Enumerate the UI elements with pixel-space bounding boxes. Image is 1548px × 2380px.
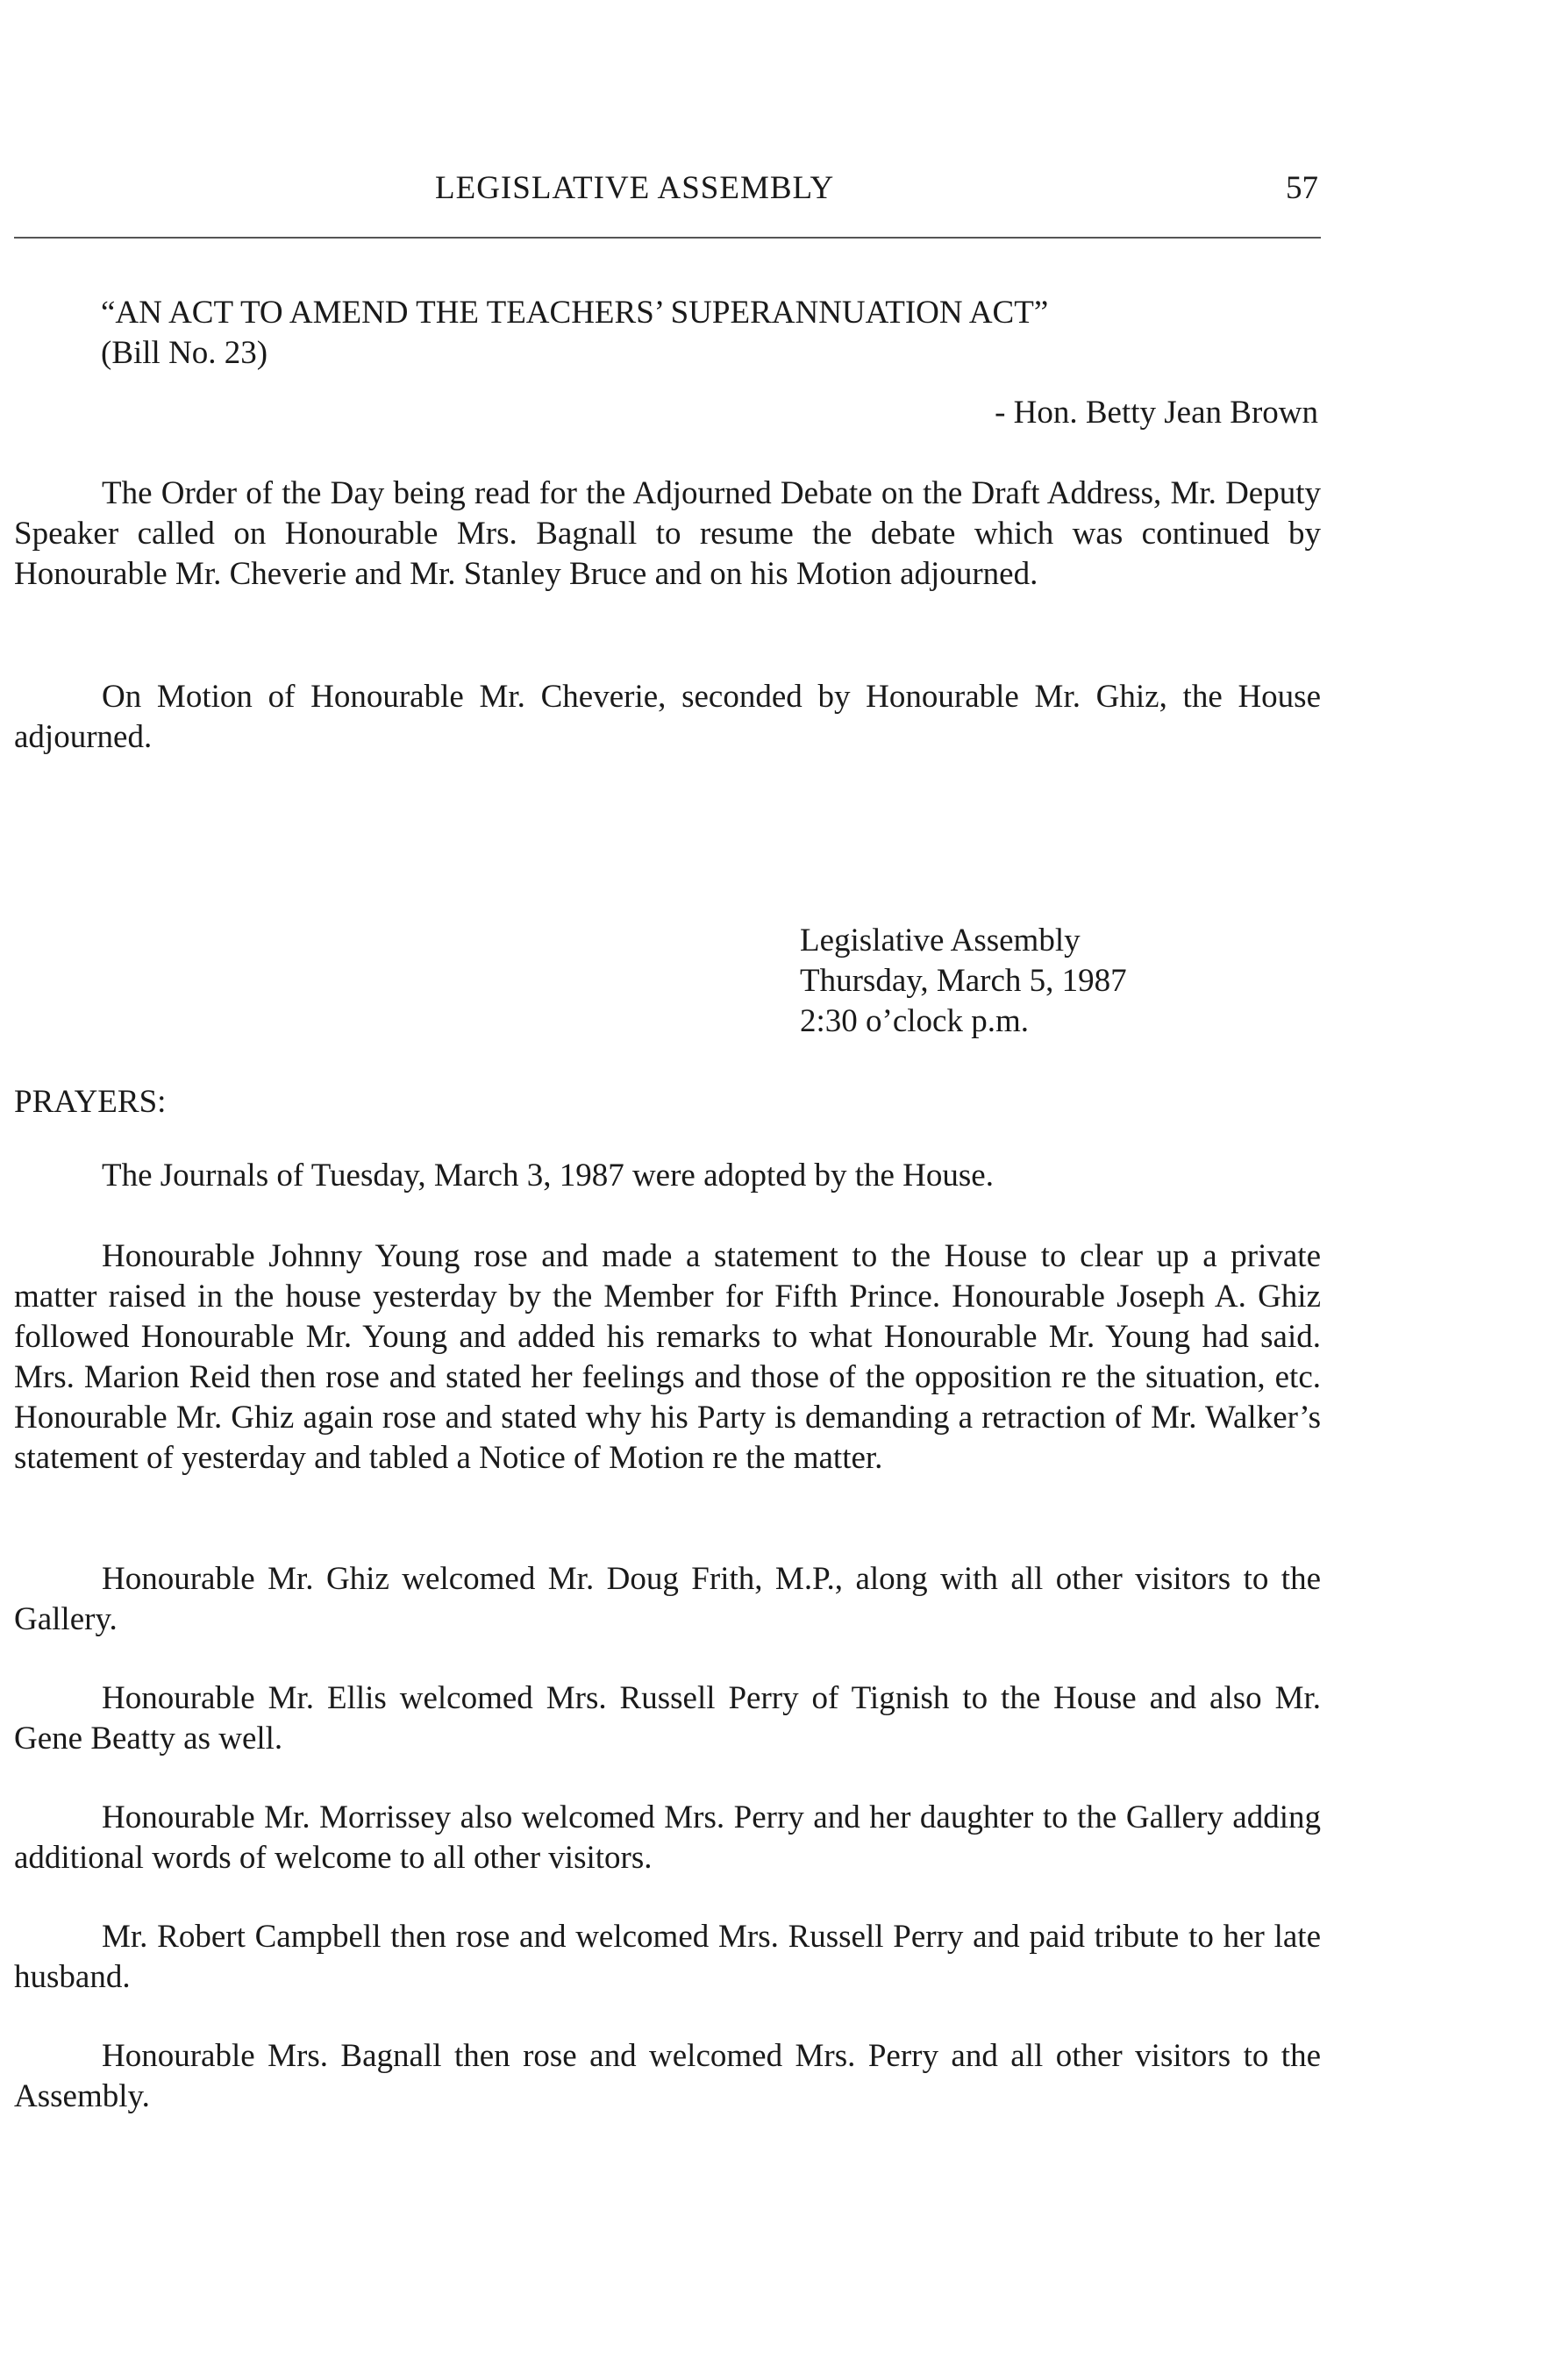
morrissey-welcome-paragraph: Honourable Mr. Morrissey also welcomed Mrs. Perry and her daughter to the Gallery adding additional words of welcome to all other visitors.	[14, 1799, 1321, 1876]
ellis-welcome-paragraph: Honourable Mr. Ellis welcomed Mrs. Russell Perry of Tignish to the House and also Mr. Gene Beatty as well.	[14, 1680, 1321, 1756]
bill-title: “AN ACT TO AMEND THE TEACHERS’ SUPERANNUATION ACT”	[101, 295, 1049, 331]
young-statement-paragraph: Honourable Johnny Young rose and made a statement to the House to clear up a private matter raised in the house yesterday by the Member for Fifth Prince. Honourable Joseph A. Ghiz followed Honourable Mr. Young and added his remarks to what Honourable Mr. Young had said. Mrs. Marion Reid then rose and stated her feelings and those of the opposition re the situation, etc. Honourable Mr. Ghiz again rose and stated why his Party is demanding a retraction of Mr. Walker’s statement of yesterday and tabled a Notice of Motion re the matter.	[14, 1238, 1321, 1476]
sitting-heading	[800, 921, 1127, 1042]
campbell-welcome-paragraph: Mr. Robert Campbell then rose and welcomed Mrs. Russell Perry and paid tribute to her late husband.	[14, 1919, 1321, 1995]
header-rule	[14, 237, 1321, 239]
sitting-date: Thursday, March 5, 1987	[800, 963, 1127, 999]
running-title: LEGISLATIVE ASSEMBLY	[435, 170, 835, 206]
sitting-time: 2:30 o’clock p.m.	[800, 1003, 1030, 1039]
bagnall-welcome-paragraph: Honourable Mrs. Bagnall then rose and welcomed Mrs. Perry and all other visitors to the Assembly.	[14, 2038, 1321, 2114]
prayers-label: PRAYERS:	[14, 1084, 167, 1120]
ghiz-welcome-paragraph: Honourable Mr. Ghiz welcomed Mr. Doug Frith, M.P., along with all other visitors to the Gallery.	[14, 1561, 1321, 1637]
house-adjourned-paragraph: On Motion of Honourable Mr. Cheverie, seconded by Honourable Mr. Ghiz, the House adjourned.	[14, 679, 1321, 755]
journals-paragraph: The Journals of Tuesday, March 3, 1987 were adopted by the House.	[102, 1158, 994, 1194]
bill-number: (Bill No. 23)	[101, 335, 268, 371]
page-number: 57	[1286, 170, 1318, 206]
adjourned-debate-paragraph: The Order of the Day being read for the Adjourned Debate on the Draft Address, Mr. Deputy Speaker called on Honourable Mrs. Bagnall to resume the debate which was continued by Honourable Mr. Cheverie and Mr. Stanley Bruce and on his Motion adjourned.	[14, 475, 1321, 592]
sitting-place: Legislative Assembly	[800, 923, 1081, 958]
bill-sponsor: - Hon. Betty Jean Brown	[995, 395, 1318, 431]
